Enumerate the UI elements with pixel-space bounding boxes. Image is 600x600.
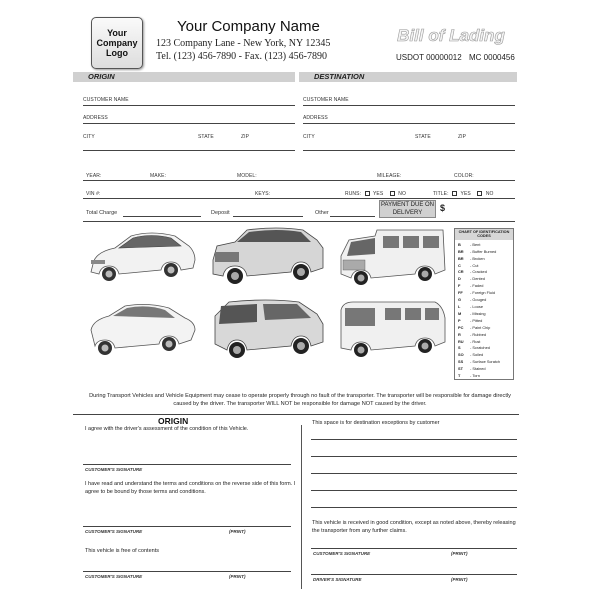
vin-label: VIN #: <box>86 191 101 197</box>
driver-print-label: (PRINT) <box>451 577 468 582</box>
logo-text: Your Company Logo <box>96 28 138 58</box>
van-rear-view-diagram[interactable] <box>335 298 451 360</box>
form-title: Bill of Lading <box>397 26 505 45</box>
code-item: BR - Broken <box>458 255 485 261</box>
free-of-contents-text: This vehicle is free of contents <box>85 548 159 554</box>
code-abbr: M <box>458 310 462 316</box>
destination-signature-line[interactable] <box>311 548 517 549</box>
origin-signature-line-1[interactable] <box>83 464 291 465</box>
code-item: FF - Foreign Fluid <box>458 290 496 296</box>
bill-of-lading-form <box>73 12 527 592</box>
company-contact <box>156 37 330 63</box>
suv-front-view-diagram[interactable] <box>207 224 331 288</box>
origin-signature-label-1: CUSTOMER'S SIGNATURE <box>85 467 143 472</box>
company-address: 123 Company Lane - New York, NY 12345 <box>156 38 331 49</box>
code-item: BR - Buffer Burned <box>458 248 497 254</box>
codes-chart-title: CHART OF IDENTIFICATION CODES <box>455 229 513 240</box>
code-abbr: ST <box>458 366 463 372</box>
notice-divider <box>73 414 519 415</box>
code-label: Buffer Burned <box>472 248 497 254</box>
code-abbr: CR <box>458 269 464 275</box>
title-yes-checkbox[interactable] <box>452 191 457 196</box>
origin-signature-line-3[interactable] <box>83 571 291 572</box>
origin-address-label: ADDRESS <box>83 115 108 121</box>
code-item: ST - Stained <box>458 366 486 372</box>
code-label: Stained <box>472 366 486 372</box>
origin-signature-label-2: CUSTOMER'S SIGNATURE <box>85 529 143 534</box>
driver-signature-label: DRIVER'S SIGNATURE <box>313 577 362 582</box>
code-item: T - Torn <box>458 373 480 379</box>
origin-signature-line-2[interactable] <box>83 526 291 527</box>
title-no-checkbox[interactable] <box>477 191 482 196</box>
code-label: Bent <box>472 241 481 247</box>
origin-state-label: STATE <box>198 134 214 140</box>
title-label: TITLE: <box>433 191 449 197</box>
origin-print-label-3: (PRINT) <box>229 574 246 579</box>
exceptions-line-2[interactable] <box>311 456 517 457</box>
sedan-front-view-diagram[interactable] <box>85 226 201 286</box>
origin-bottom-title: ORIGIN <box>158 416 189 426</box>
destination-customer-signature-label: CUSTOMER'S SIGNATURE <box>313 551 371 556</box>
code-label: Cracked <box>472 269 487 275</box>
code-abbr: SO <box>458 352 464 358</box>
code-item: RU - Rust <box>458 338 481 344</box>
sedan-rear-view-diagram[interactable] <box>85 298 201 358</box>
destination-zip-label: ZIP <box>458 134 467 140</box>
code-abbr: FF <box>458 290 463 296</box>
origin-customer-name-label: CUSTOMER NAME <box>83 97 129 103</box>
code-item: CR - Cracked <box>458 269 487 275</box>
code-abbr: D <box>458 276 461 282</box>
origin-print-label-2: (PRINT) <box>229 529 246 534</box>
origin-customer-name-field[interactable] <box>83 105 295 106</box>
code-label: Missing <box>472 310 486 316</box>
code-label: Faded <box>472 283 484 289</box>
destination-print-label: (PRINT) <box>451 551 468 556</box>
agree-driver-text: I agree with the driver's assessment of the condition of this Vehicle. <box>85 426 249 432</box>
payment-due-box: PAYMENT DUE ON DELIVERY <box>379 200 436 218</box>
code-item: R - Rubbed <box>458 331 487 337</box>
runs-label: RUNS: <box>345 191 362 197</box>
origin-city-state-zip-field[interactable] <box>83 150 295 151</box>
origin-zip-label: ZIP <box>241 134 250 140</box>
total-charge-label: Total Charge <box>86 210 118 216</box>
exceptions-line-1[interactable] <box>311 439 517 440</box>
code-abbr: L <box>458 303 461 309</box>
runs-yes-label: YES <box>372 191 384 197</box>
code-label: Loose <box>472 303 483 309</box>
destination-header: DESTINATION <box>299 72 517 82</box>
code-label: Surface Scratch <box>472 359 501 365</box>
code-label: Scratched <box>472 345 490 351</box>
codes-list <box>455 240 513 382</box>
code-item: M - Missing <box>458 310 486 316</box>
code-label: Gouged <box>472 297 487 303</box>
make-label: MAKE: <box>150 173 167 179</box>
company-phone: Tel. (123) 456-7890 - Fax. (123) 456-7890 <box>156 51 327 62</box>
destination-city-state-zip-field[interactable] <box>303 150 515 151</box>
destination-state-label: STATE <box>415 134 431 140</box>
destination-customer-name-label: CUSTOMER NAME <box>303 97 349 103</box>
code-abbr: SS <box>458 359 464 365</box>
vehicle-info-field[interactable] <box>83 180 515 181</box>
code-abbr: R <box>458 331 461 337</box>
model-label: MODEL: <box>237 173 257 179</box>
code-abbr: C <box>458 262 461 268</box>
driver-signature-line[interactable] <box>311 574 517 575</box>
title-yes-label: YES <box>460 191 471 197</box>
company-name: Your Company Name <box>177 18 320 35</box>
received-condition-text: This vehicle is received in good condition, except as noted above, thereby releasing the transporter from any further claims. <box>312 520 516 534</box>
origin-signature-label-3: CUSTOMER'S SIGNATURE <box>85 574 143 579</box>
keys-label: KEYS: <box>255 191 271 197</box>
currency-symbol: $ <box>440 203 446 213</box>
code-item: SO - Soiled <box>458 352 484 358</box>
destination-exceptions-text: This space is for destination exceptions by customer <box>312 420 440 426</box>
runs-no-checkbox[interactable] <box>390 191 395 196</box>
year-label: YEAR: <box>86 173 102 179</box>
usdot-number: USDOT 00000012 <box>396 53 462 62</box>
vin-keys-field[interactable] <box>83 198 515 199</box>
runs-yes-checkbox[interactable] <box>365 191 370 196</box>
agree-terms-text: I have read and understand the terms and conditions on the reverse side of this form. I agree to be bound by those terms and conditions. <box>85 481 296 495</box>
code-label: Torn <box>472 373 480 379</box>
code-abbr: PC <box>458 324 464 330</box>
identification-codes-chart <box>454 228 514 380</box>
charges-divider <box>83 221 515 222</box>
code-item: PC - Paint Chip <box>458 324 491 330</box>
destination-address-field[interactable] <box>303 123 515 124</box>
code-item: S - Scratched <box>458 345 490 351</box>
company-logo <box>91 17 143 69</box>
code-abbr: G <box>458 297 462 303</box>
bottom-vertical-divider <box>301 425 302 589</box>
other-field[interactable] <box>330 216 375 217</box>
mileage-label: MILEAGE: <box>377 173 402 179</box>
code-label: Soiled <box>472 352 484 358</box>
total-charge-field[interactable] <box>123 216 201 217</box>
origin-address-field[interactable] <box>83 123 295 124</box>
code-item: SS - Surface Scratch <box>458 359 501 365</box>
code-abbr: T <box>458 373 461 379</box>
runs-group <box>345 191 406 197</box>
code-abbr: B <box>458 241 461 247</box>
destination-city-label: CITY <box>303 134 315 140</box>
code-item: F - Faded <box>458 283 484 289</box>
code-abbr: RU <box>458 338 464 344</box>
code-item: D - Dented <box>458 276 485 282</box>
origin-header: ORIGIN <box>73 72 295 82</box>
code-item: P - Pitted <box>458 317 483 323</box>
code-label: Dented <box>472 276 485 282</box>
code-abbr: P <box>458 317 461 323</box>
code-abbr: BR <box>458 248 464 254</box>
van-front-view-diagram[interactable] <box>335 226 451 288</box>
exceptions-line-4[interactable] <box>311 490 517 491</box>
suv-rear-view-diagram[interactable] <box>207 296 331 360</box>
code-label: Rubbed <box>472 331 487 337</box>
destination-address-label: ADDRESS <box>303 115 328 121</box>
deposit-label: Deposit <box>211 210 230 216</box>
exceptions-line-5[interactable] <box>311 507 517 508</box>
transport-notice: During Transport Vehicles and Vehicle Equipment may cease to operate properly through no fault of the transporter. The transporter will be responsible for damage directly caused by the driver. The transporter WILL NOT be responsible for damage NOT caused by the driver. <box>89 393 511 407</box>
code-label: Foreign Fluid <box>472 290 496 296</box>
code-abbr: S <box>458 345 461 351</box>
origin-city-label: CITY <box>83 134 95 140</box>
exceptions-line-3[interactable] <box>311 473 517 474</box>
title-no-label: NO <box>485 191 494 197</box>
code-item: L - Loose <box>458 303 483 309</box>
code-item: G - Gouged <box>458 297 487 303</box>
code-label: Cut <box>472 262 479 268</box>
code-label: Rust <box>472 338 481 344</box>
destination-customer-name-field[interactable] <box>303 105 515 106</box>
color-label: COLOR: <box>454 173 474 179</box>
mc-number: MC 0000456 <box>469 53 515 62</box>
code-item: B - Bent <box>458 241 481 247</box>
code-label: Paint Chip <box>472 324 491 330</box>
code-label: Broken <box>472 255 485 261</box>
code-label: Pitted <box>472 317 483 323</box>
code-abbr: F <box>458 283 461 289</box>
other-label: Other <box>315 210 329 216</box>
runs-no-label: NO <box>398 191 406 197</box>
deposit-field[interactable] <box>233 216 303 217</box>
code-abbr: BR <box>458 255 464 261</box>
title-group <box>433 191 494 197</box>
code-item: C - Cut <box>458 262 479 268</box>
